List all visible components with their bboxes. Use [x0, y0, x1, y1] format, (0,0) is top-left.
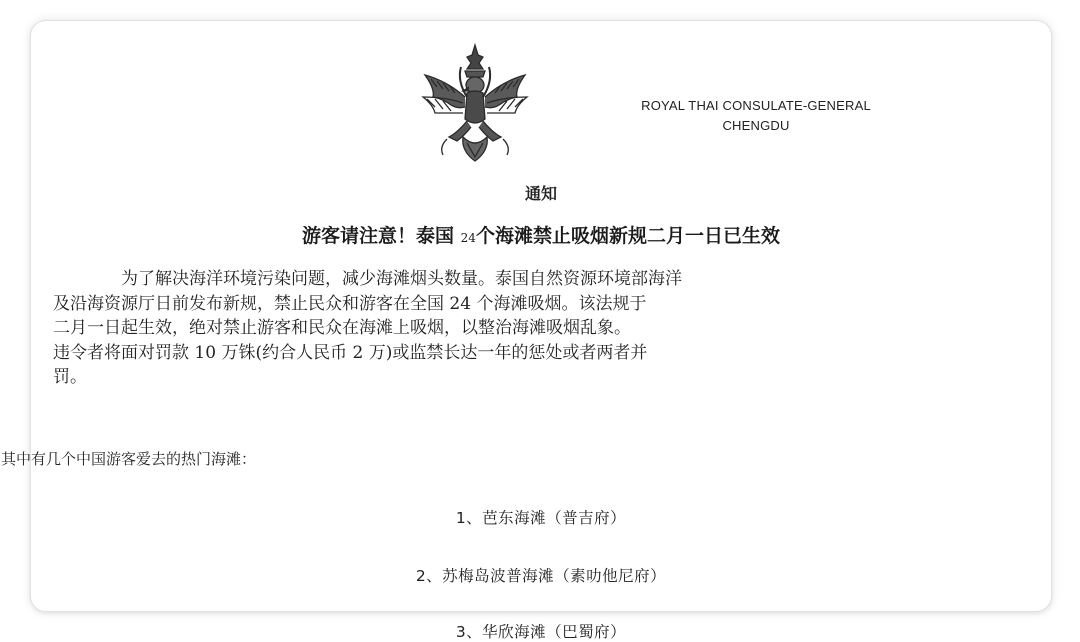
notice-headline [31, 221, 1051, 248]
beach-list-item: 1、芭东海滩（普吉府） [455, 509, 627, 527]
body-line: 为了解决海洋环境污染问题，减少海滩烟头数量。泰国自然资源环境部海洋 [121, 269, 682, 289]
headline-part-1: 游客请注意！泰国 [302, 225, 455, 247]
body-line: 违令者将面对罚款 10 万铢(约合人民币 2 万)或监禁长达一年的惩处或者两者并 [53, 342, 648, 363]
headline-part-2: 个海滩禁止吸烟新规二月一日已生效 [475, 225, 780, 247]
beaches-intro: 其中有几个中国游客爱去的热门海滩： [1, 450, 257, 468]
beach-list-item: 2、苏梅岛波普海滩（素叻他尼府） [415, 567, 667, 585]
beach-list-item: 3、华欣海滩（巴蜀府） [455, 623, 627, 641]
headline-number: 24 [460, 231, 476, 245]
notice-body [53, 267, 1003, 390]
consulate-line-2: CHENGDU [722, 118, 790, 133]
consulate-name [591, 96, 921, 136]
body-line: 罚。 [53, 367, 87, 387]
garuda-emblem-icon [417, 41, 533, 165]
consulate-line-1: ROYAL THAI CONSULATE-GENERAL [641, 98, 871, 113]
body-line: 及沿海资源厅日前发布新规，禁止民众和游客在全国 24 个海滩吸烟。该法规于 [53, 293, 647, 314]
body-line: 二月一日起生效，绝对禁止游客和民众在海滩上吸烟，以整治海滩吸烟乱象。 [53, 318, 631, 338]
notice-card [1, 20, 1052, 641]
notice-title: 通知 [524, 184, 557, 203]
